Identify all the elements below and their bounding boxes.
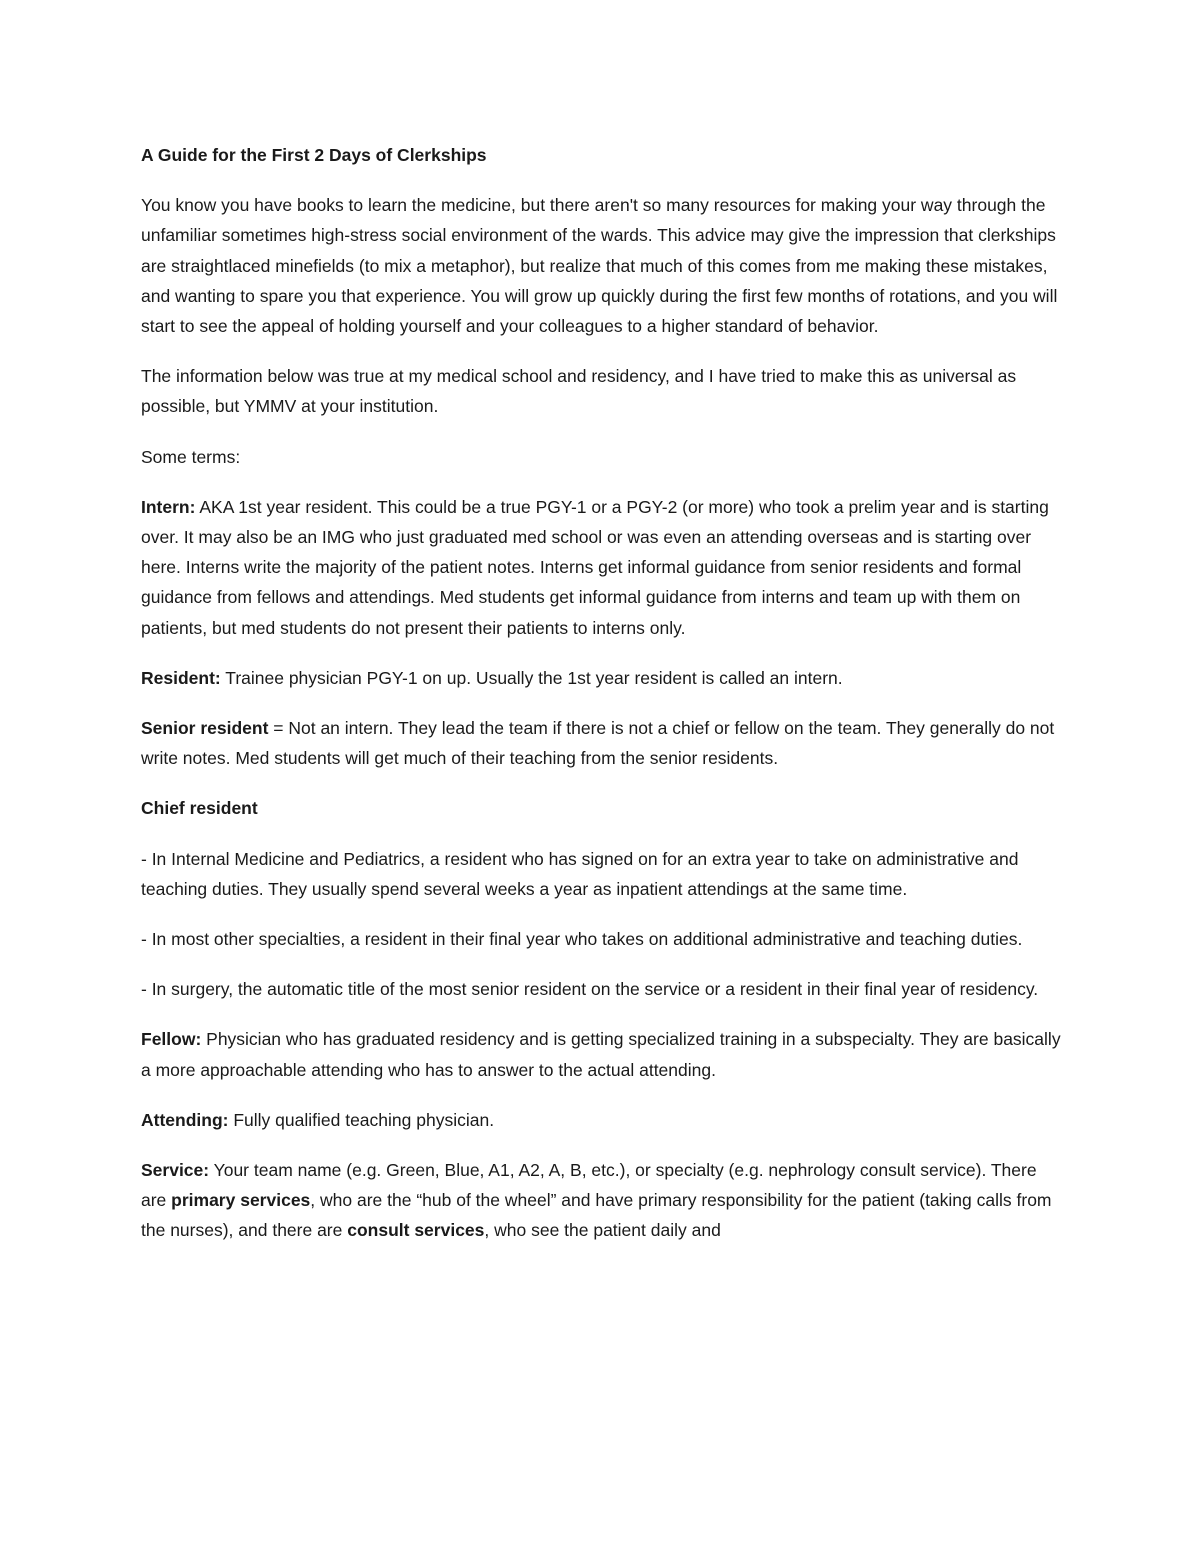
term-resident-definition: Trainee physician PGY-1 on up. Usually the 1st year resident is called an intern. <box>220 667 843 688</box>
consult-services-label: consult services <box>347 1220 485 1241</box>
document-body <box>141 140 1061 1266</box>
intro-paragraph: You know you have books to learn the medicine, but there aren't so many resources for making your way through the unfamiliar sometimes high-stress social environment of the wards. This advice may give the impression that clerkships are straightlaced minefields (to mix a metaphor), but realize that much of this comes from me making these mistakes, and wanting to spare you that experience. You will grow up quickly during the first few months of rotations, and you will start to see the appeal of holding yourself and your colleagues to a higher standard of behavior. <box>141 195 1058 337</box>
term-fellow-label: Fellow: <box>141 1029 202 1050</box>
document-title: A Guide for the First 2 Days of Clerkships <box>141 145 487 165</box>
term-intern-label: Intern: <box>141 496 196 517</box>
terms-heading: Some terms: <box>141 446 241 467</box>
term-service-label: Service: <box>141 1160 210 1181</box>
term-resident-label: Resident: <box>141 667 221 688</box>
term-intern-definition: AKA 1st year resident. This could be a true PGY-1 or a PGY-2 (or more) who took a prelim year and is starting over. It may also be an IMG who just graduated med school or was even an attending overseas and is starting over here. Interns write the majority of the patient notes. Interns get informal guidance from senior residents and formal guidance from fellows and attendings. Med students get informal guidance from interns and team up with them on patients, but med students do not present their patients to interns only. <box>141 496 1049 638</box>
term-intern <box>141 492 1061 643</box>
term-resident <box>141 663 1061 693</box>
primary-services-label: primary services <box>171 1190 311 1211</box>
chief-resident-item: - In Internal Medicine and Pediatrics, a resident who has signed on for an extra year to take on administrative and teaching duties. They usually spend several weeks a year as inpatient attendings at the same time. <box>141 848 1019 899</box>
term-attending-definition: Fully qualified teaching physician. <box>228 1109 495 1130</box>
term-service-text: , who see the patient daily and <box>484 1220 721 1241</box>
term-senior-resident-label: Senior resident <box>141 718 269 739</box>
chief-resident-item: - In most other specialties, a resident in their final year who takes on additional administrative and teaching duties. <box>141 929 1023 950</box>
term-service <box>141 1155 1061 1246</box>
term-chief-resident-label: Chief resident <box>141 798 258 819</box>
term-service-text: , who are the “hub of the wheel” and have primary responsibility for the patient (taking calls from the nurses), and there are <box>141 1190 1052 1241</box>
term-attending-label: Attending: <box>141 1109 229 1130</box>
term-fellow-definition: Physician who has graduated residency and is getting specialized training in a subspecialty. They are basically a more approachable attending who has to answer to the actual attending. <box>141 1029 1061 1080</box>
disclaimer-paragraph: The information below was true at my medical school and residency, and I have tried to make this as universal as possible, but YMMV at your institution. <box>141 366 1017 417</box>
chief-resident-item: - In surgery, the automatic title of the most senior resident on the service or a resident in their final year of residency. <box>141 979 1039 1000</box>
term-senior-resident-definition: = Not an intern. They lead the team if there is not a chief or fellow on the team. They generally do not write notes. Med students will get much of their teaching from the senior residents. <box>141 718 1055 769</box>
term-senior-resident <box>141 713 1061 773</box>
term-fellow <box>141 1024 1061 1084</box>
term-attending <box>141 1105 1061 1135</box>
term-service-text: Your team name (e.g. Green, Blue, A1, A2, A, B, etc.), or specialty (e.g. nephrology consult service). There are <box>141 1160 1037 1211</box>
